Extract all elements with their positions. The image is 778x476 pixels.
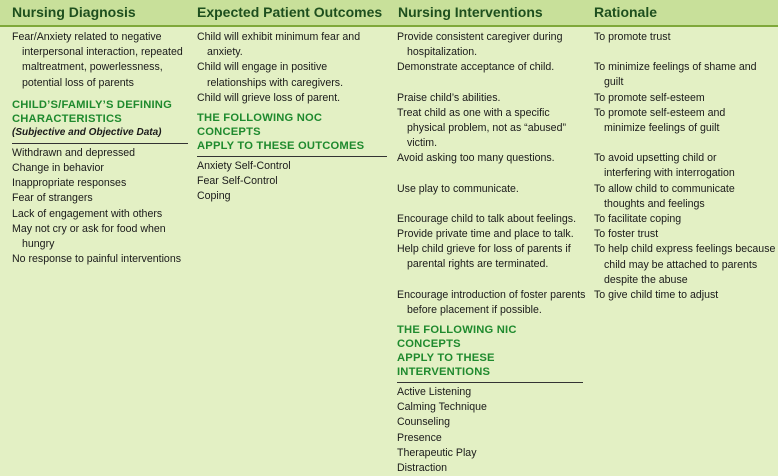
rationale-item: To give child time to adjust — [594, 289, 719, 302]
characteristic-item: Fear of strangers — [12, 192, 93, 205]
noc-concept-item: Fear Self-Control — [197, 175, 278, 188]
header-rationale: Rationale — [594, 4, 658, 20]
intervention-item: Demonstrate acceptance of child. — [397, 61, 555, 74]
diagnosis-line: maltreatment, powerlessness, — [22, 61, 163, 74]
outcome-item: Child will engage in positive relationships with caregivers. — [197, 61, 344, 89]
noc-title-line: THE FOLLOWING NOC CONCEPTS — [197, 112, 323, 139]
header-nursing-diagnosis: Nursing Diagnosis — [12, 4, 136, 20]
rationale-item: To foster trust — [594, 228, 659, 241]
table-header-row — [0, 0, 778, 27]
nic-concept-item: Distraction — [397, 462, 448, 475]
intervention-item: Encourage introduction of foster parents before placement if possible. — [397, 288, 586, 316]
characteristic-item: Change in behavior — [12, 162, 104, 175]
outcome-item: Child will grieve loss of parent. — [197, 91, 341, 104]
outcome-item: Child will exhibit minimum fear and anxiety. — [197, 31, 361, 59]
characteristics-subtitle: (Subjective and Objective Data) — [12, 126, 162, 138]
rationale-item: To minimize feelings of shame and guilt — [594, 61, 757, 89]
intervention-item: Provide private time and place to talk. — [397, 228, 574, 241]
intervention-item: Encourage child to talk about feelings. — [397, 212, 577, 225]
intervention-item: Avoid asking too many questions. — [397, 152, 555, 165]
rationale-item: To avoid upsetting child or interfering with interrogation — [594, 152, 735, 180]
characteristic-item: Lack of engagement with others — [12, 207, 163, 220]
column-expected-outcomes — [197, 30, 387, 205]
noc-concept-item: Anxiety Self-Control — [197, 160, 291, 173]
rationale-item: To promote trust — [594, 31, 671, 43]
nic-concept-item: Therapeutic Play — [397, 446, 477, 459]
section-divider — [397, 382, 583, 383]
intervention-item: Help child grieve for loss of parents if parental rights are terminated. — [397, 243, 571, 271]
column-rationale — [594, 30, 774, 303]
rationale-item: To allow child to communicate thoughts and feelings — [594, 182, 735, 210]
section-divider — [12, 143, 188, 144]
rationale-item: To facilitate coping — [594, 213, 682, 226]
column-nursing-interventions — [397, 30, 586, 476]
characteristic-item: Inappropriate responses — [12, 177, 127, 190]
rationale-item: To help child express feelings because child may be attached to parents despite the abuse — [594, 243, 776, 286]
intervention-item: Praise child’s abilities. — [397, 91, 501, 104]
characteristic-item: No response to painful interventions — [12, 253, 182, 266]
characteristics-title-line: CHILD’S/FAMILY’S DEFINING — [12, 98, 172, 111]
rationale-item: To promote self-esteem — [594, 91, 705, 104]
intervention-item: Treat child as one with a specific physical problem, not as “abused” victim. — [397, 106, 566, 150]
header-expected-outcomes: Expected Patient Outcomes — [197, 4, 383, 20]
nic-concept-item: Calming Technique — [397, 401, 487, 414]
characteristic-item: Withdrawn and depressed — [12, 146, 136, 159]
diagnosis-line: Fear/Anxiety related to negative — [12, 31, 162, 43]
column-nursing-diagnosis — [12, 30, 188, 267]
noc-title-line: APPLY TO THESE OUTCOMES — [197, 140, 365, 153]
nic-concept-item: Presence — [397, 431, 442, 444]
section-divider — [197, 156, 387, 157]
header-nursing-interventions: Nursing Interventions — [398, 4, 543, 20]
nic-concept-item: Active Listening — [397, 386, 472, 399]
noc-concept-item: Coping — [197, 190, 231, 203]
characteristics-title-line: CHARACTERISTICS — [12, 112, 122, 125]
intervention-item: Use play to communicate. — [397, 182, 519, 195]
nic-title-line: APPLY TO THESE INTERVENTIONS — [397, 352, 495, 379]
nic-title-line: THE FOLLOWING NIC CONCEPTS — [397, 324, 517, 351]
diagnosis-line: potential loss of parents — [22, 76, 134, 89]
diagnosis-line: interpersonal interaction, repeated — [22, 46, 183, 59]
characteristic-item: May not cry or ask for food when hungry — [12, 222, 166, 251]
nic-concept-item: Counseling — [397, 416, 451, 429]
intervention-item: Provide consistent caregiver during hospitalization. — [397, 31, 563, 59]
rationale-item: To promote self-esteem and minimize feelings of guilt — [594, 106, 726, 135]
